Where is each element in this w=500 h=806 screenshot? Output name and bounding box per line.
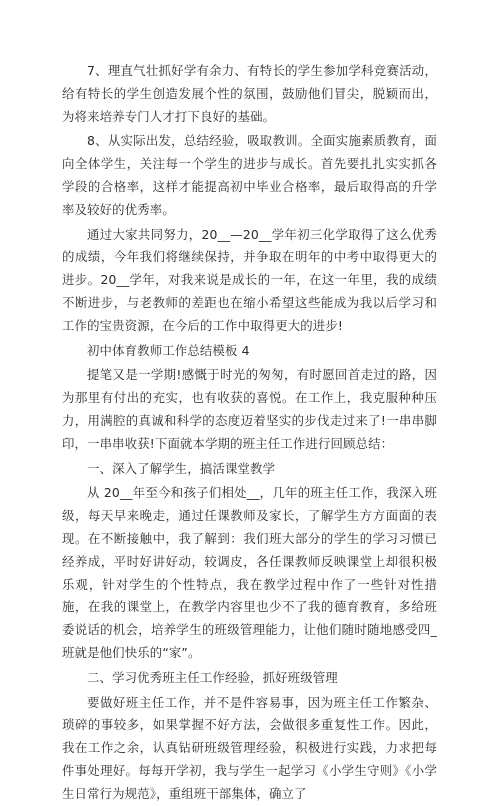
paragraph-section-1: 从 20__年至今和孩子们相处__，几年的班主任工作，我深入班级，每天早来晚走，通过任课教师及家长，了解学生方方面面的表现。在不断接触中，我了解到：我们班大部分的学生的学习习惯已经养成，平时好讲好动，较调皮，各任课教师反映课堂上却很积极乐观，针对学生的个性特点，我在教学过程中作了一些针对性措施，在我的课堂上，在教学内容里也少不了我的德育教育，多给班委说话的机会，培养学生的班级管理能力，让他们随时随地感受四_班就是他们快乐的“家”。 — [62, 485, 437, 660]
paragraph-summary: 通过大家共同努力，20__—20__学年初三化学取得了这么优秀的成绩，今年我们将继续保持，并争取在明年的中考中取得更大的进步。20__学年，对我来说是成长的一年，在这一年里，我的成绩不断进步，与老教师的差距也在缩小希望这些能成为我以后学习和工作的宝贵资源，在今后的工作中取得更大的进步! — [62, 226, 437, 333]
document-body — [62, 60, 437, 806]
subheading-2: 二、学习优秀班主任工作经验，抓好班级管理 — [87, 669, 338, 685]
section-title: 初中体育教师工作总结模板 4 — [87, 342, 250, 358]
paragraph-item-7: 7、理直气壮抓好学有余力、有特长的学生参加学科竞赛活动，给有特长的学生创造发展个性的氛围，鼓励他们冒尖，脱颖而出，为将来培养专门人才打下良好的基础。 — [62, 63, 437, 124]
subheading-1: 一、深入了解学生，搞活课堂教学 — [87, 460, 276, 476]
paragraph-intro: 提笔又是一学期!感慨于时光的匆匆，有时愿回首走过的路，因为那里有付出的充实，也有收获的喜悦。在工作上，我克服种种压力，用满腔的真诚和科学的态度迈着坚实的步伐走过来了!一串串脚印，一串串收获!下面就本学期的班主任工作进行回顾总结： — [62, 367, 437, 451]
paragraph-item-8: 8、从实际出发，总结经验，吸取教训。全面实施素质教育，面向全体学生，关注每一个学生的进步与成长。首先要扎扎实实抓各学段的合格率，这样才能提高初中毕业合格率，最后取得高的升学率及较好的优秀率。 — [62, 133, 437, 217]
paragraph-section-2: 要做好班主任工作，并不是件容易事，因为班主任工作繁杂、琐碎的事较多，如果掌握不好方法，会做很多重复性工作。因此，我在工作之余，认真钻研班级管理经验，积极进行实践，力求把每件事处理好。每每开学初，我与学生一起学习《小学生守则》《小学生日常行为规范》，重组班干部集体，确立了 — [62, 694, 437, 801]
